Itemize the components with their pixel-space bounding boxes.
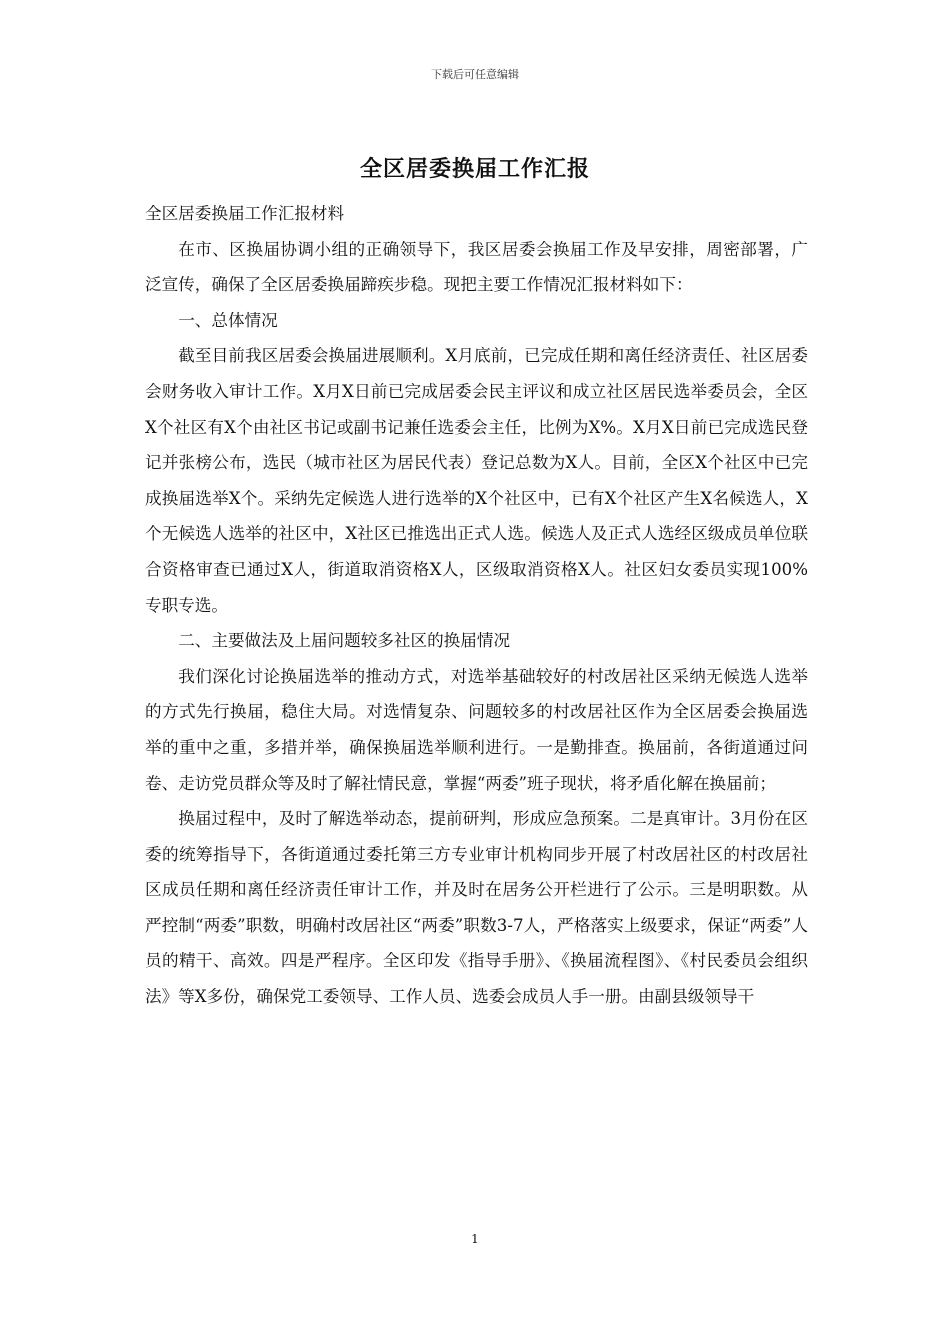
paragraph-overview: 截至目前我区居委会换届进展顺利。X月底前，已完成任期和离任经济责任、社区居委会财务收入审计工作。X月X日前已完成居委会民主评议和成立社区居民选举委员会，全区X个社区有X个由社区书记或副书记兼任选委会主任，比例为X%。X月X日前已完成选民登记并张榜公布，选民（城市社区为居民代表）登记总数为X人。目前，全区X个社区中已完成换届选举X个。采纳先定候选人进行选举的X个社区中，已有X个社区产生X名候选人，X个无候选人选举的社区中，X社区已推选出正式人选。候选人及正式人选经区级成员单位联合资格审查已通过X人，街道取消资格X人，区级取消资格X人。社区妇女委员实现100%专职专选。 [145, 346, 808, 615]
paragraph-practices: 我们深化讨论换届选举的推动方式，对选举基础较好的村改居社区采纳无候选人选举的方式先行换届，稳住大局。对选情复杂、问题较多的村改居社区作为全区居委会换届选举的重中之重，多措并举，确保换届选举顺利进行。一是勤排查。换届前，各街道通过问卷、走访党员群众等及时了解社情民意，掌握“两委”班子现状，将矛盾化解在换届前； [145, 666, 808, 793]
document-subtitle: 全区居委换届工作汇报材料 [145, 204, 345, 223]
paragraph-process: 换届过程中，及时了解选举动态，提前研判，形成应急预案。二是真审计。3月份在区委的统筹指导下，各街道通过委托第三方专业审计机构同步开展了村改居社区的村改居社区成员任期和离任经济责任审计工作，并及时在居务公开栏进行了公示。三是明职数。从严控制“两委”职数，明确村改居社区“两委”职数3-7人，严格落实上级要求，保证“两委”人员的精干、高效。四是严程序。全区印发《指导手册》、《换届流程图》、《村民委员会组织法》等X多份，确保党工委领导、工作人员、选委会成员人手一册。由副县级领导干 [145, 809, 808, 1007]
page-header-note: 下载后可任意编辑 [431, 68, 519, 81]
document-body [145, 196, 808, 1015]
section-heading-overview: 一、总体情况 [178, 310, 278, 330]
paragraph-intro: 在市、区换届协调小组的正确领导下，我区居委会换届工作及早安排，周密部署，广泛宣传，确保了全区居委换届蹄疾步稳。现把主要工作情况汇报材料如下： [145, 239, 808, 295]
section-heading-practices: 二、主要做法及上届问题较多社区的换届情况 [178, 631, 511, 651]
document-title: 全区居委换届工作汇报 [359, 156, 590, 182]
page-number: 1 [471, 1232, 479, 1246]
